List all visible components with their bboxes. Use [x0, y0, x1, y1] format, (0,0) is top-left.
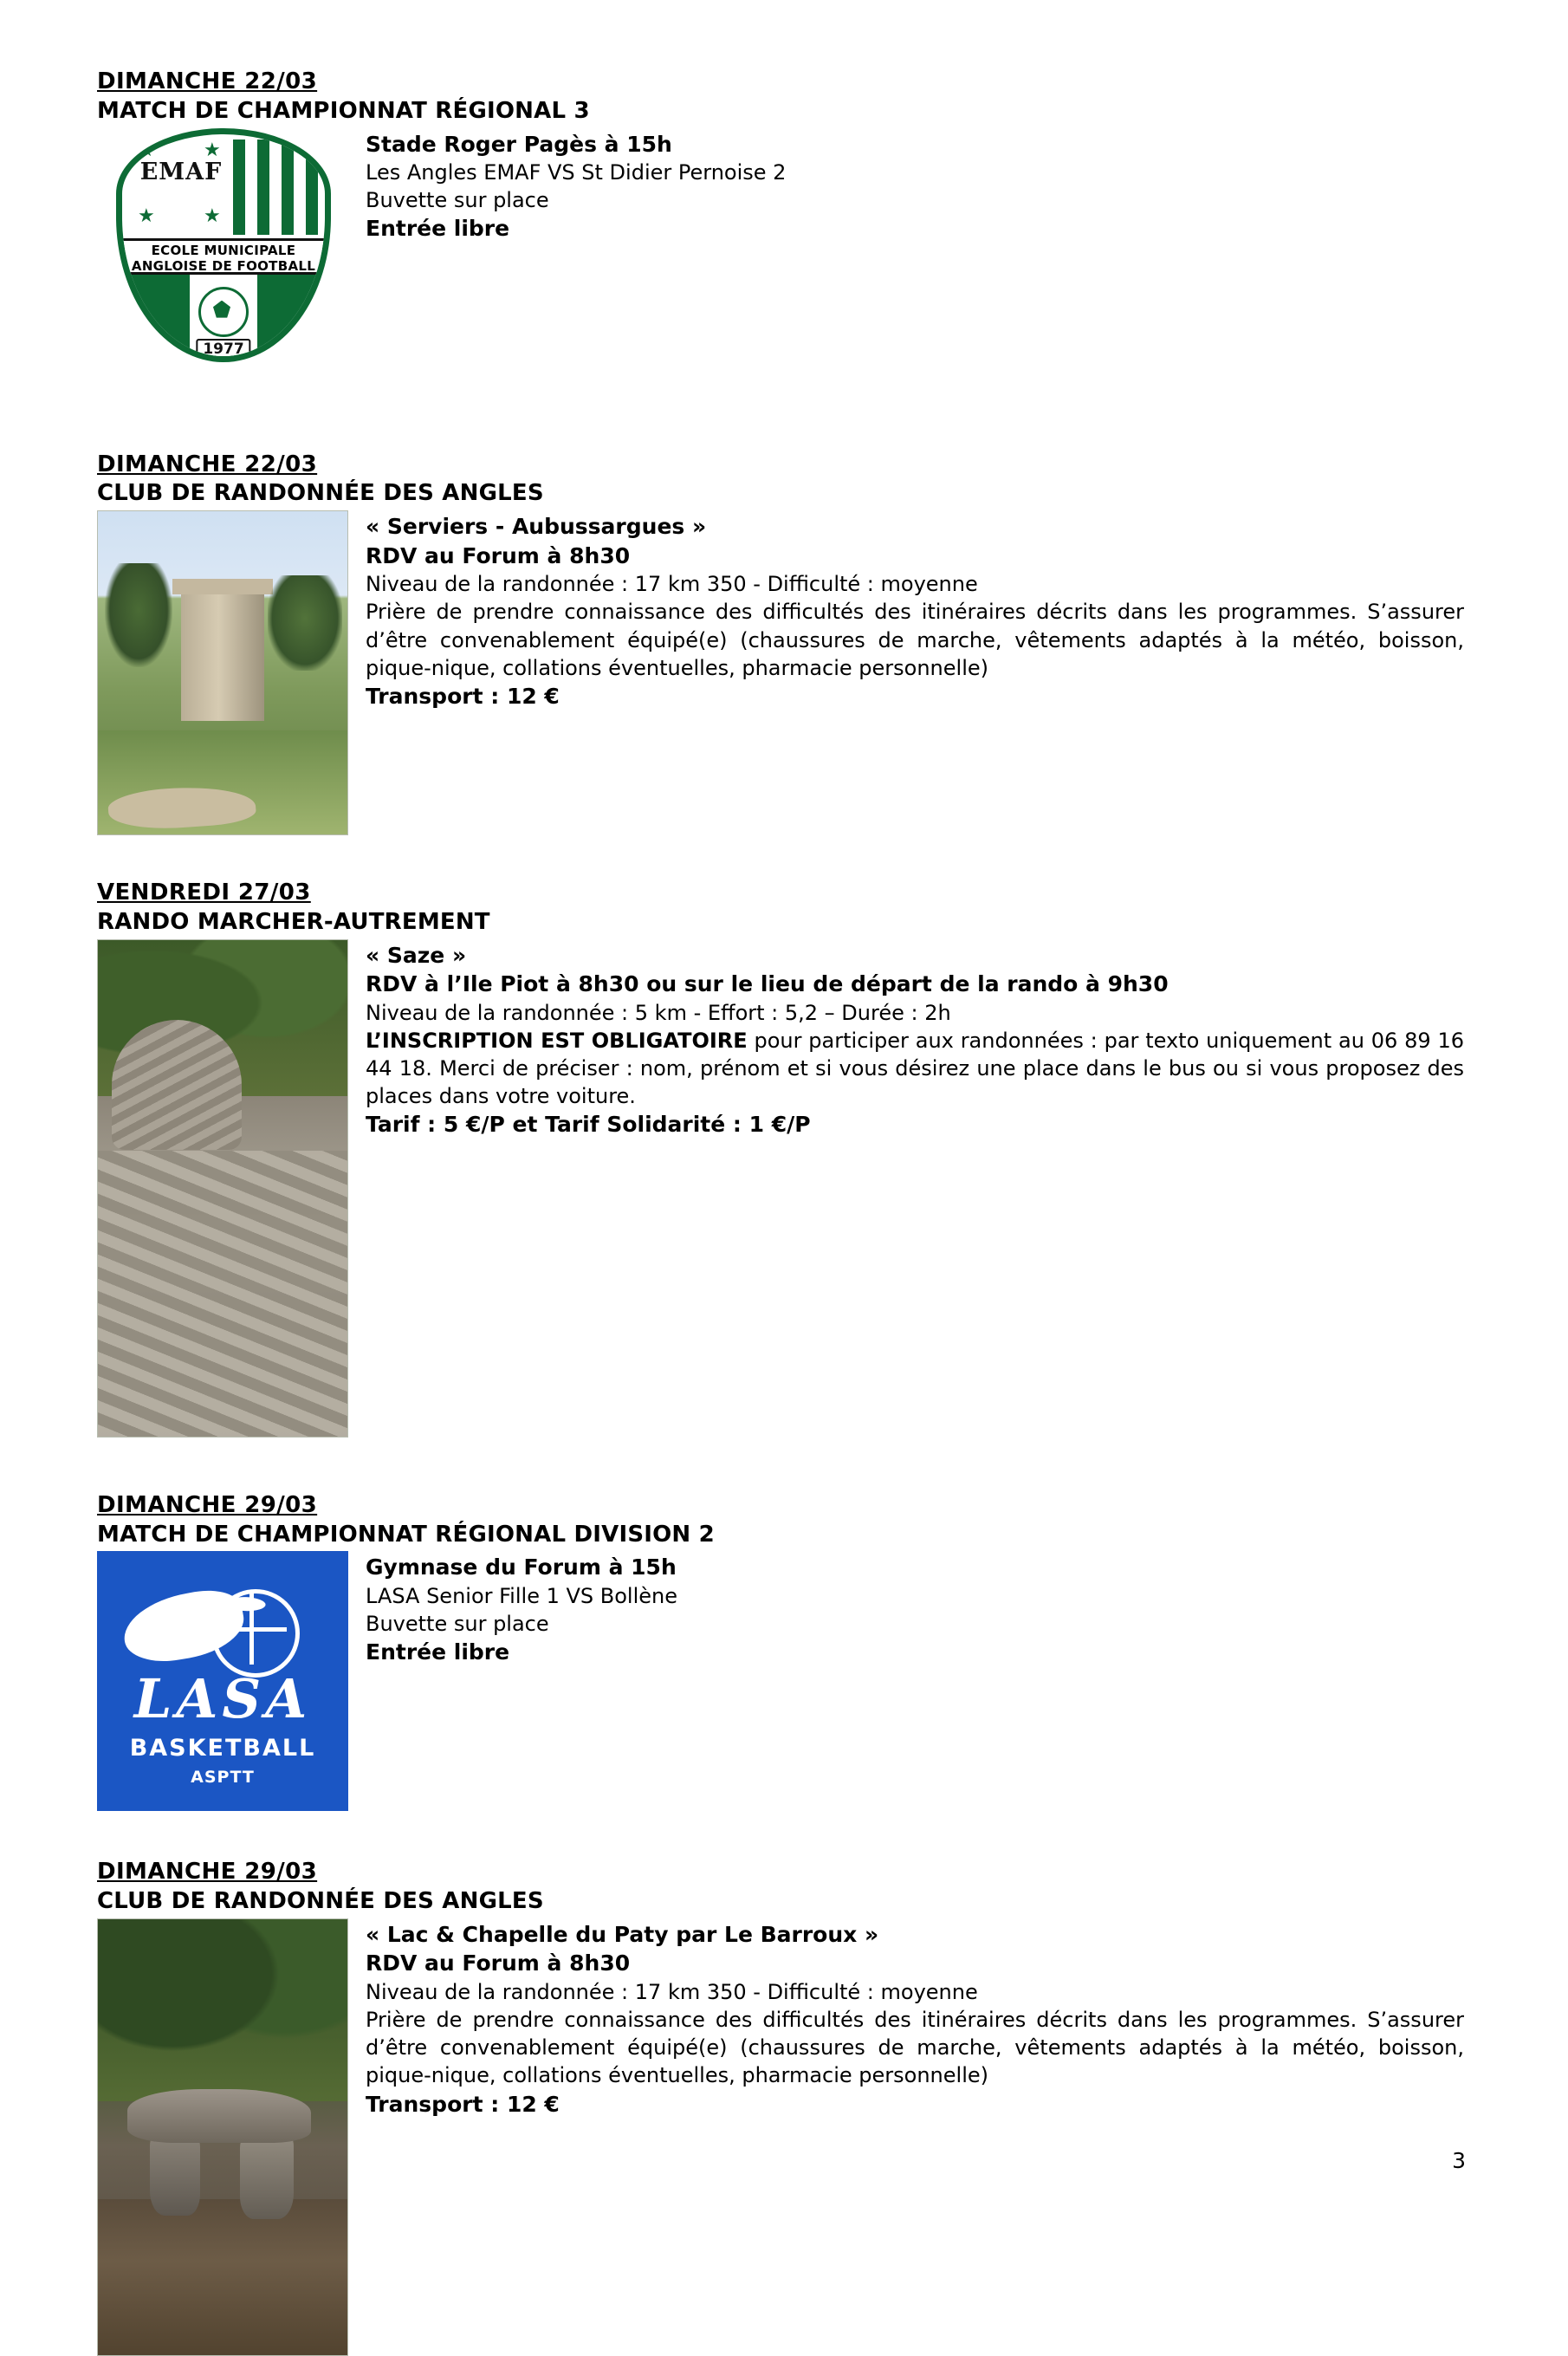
hike-advice: Prière de prendre connaissance des difficultés des itinéraires décrits dans les programmes. S’assurer d’être convenablement équipé(e) (chaussures de marche, vêtements adaptés à la météo, boisson, pique-nique, collations éventuelles, pharmacie personnelle) — [366, 2008, 1464, 2088]
emaf-stripes — [233, 140, 320, 235]
event-block — [97, 451, 1464, 836]
event-venue: Stade Roger Pagès à 15h — [366, 131, 672, 157]
hike-photo-tower — [97, 510, 348, 835]
meeting-point: RDV à l’Ile Piot à 8h30 ou sur le lieu de départ de la rando à 9h30 — [366, 971, 1169, 997]
event-date: DIMANCHE 29/03 — [97, 1491, 318, 1518]
page-number: 3 — [1452, 2148, 1466, 2173]
event-price: Entrée libre — [366, 216, 510, 242]
event-title: MATCH DE CHAMPIONNAT RÉGIONAL 3 — [97, 97, 590, 124]
event-price: Entrée libre — [366, 1639, 510, 1665]
hike-name: « Serviers - Aubussargues » — [366, 514, 707, 540]
hike-photo-dolmen — [97, 1918, 348, 2356]
registration-info — [366, 1027, 1464, 1110]
emaf-club-logo — [97, 128, 348, 388]
event-note: Buvette sur place — [366, 1612, 549, 1637]
event-date: DIMANCHE 29/03 — [97, 1859, 318, 1885]
emaf-band-line2: ANGLOISE DE FOOTBALL — [131, 258, 316, 275]
emaf-band-line1: ECOLE MUNICIPALE — [151, 242, 296, 258]
hike-level: Niveau de la randonnée : 17 km 350 - Difficulté : moyenne — [366, 1979, 978, 2004]
event-details — [366, 128, 1464, 243]
emaf-lower-panel — [122, 275, 325, 362]
lasa-club-logo — [97, 1551, 348, 1811]
event-block — [97, 1858, 1464, 2356]
event-block — [97, 68, 1464, 388]
meeting-point: RDV au Forum à 8h30 — [366, 1950, 631, 1976]
transport-price: Transport : 12 € — [366, 2091, 560, 2117]
event-block — [97, 879, 1464, 1438]
event-details — [366, 1551, 1464, 1666]
event-teams: LASA Senior Fille 1 VS Bollène — [366, 1583, 677, 1608]
event-date: DIMANCHE 22/03 — [97, 451, 318, 477]
event-title: CLUB DE RANDONNÉE DES ANGLES — [97, 1888, 544, 1915]
star-icon: ★ — [204, 139, 221, 161]
emaf-name-band — [122, 238, 325, 275]
event-media — [97, 128, 348, 388]
hike-level: Niveau de la randonnée : 17 km 350 - Difficulté : moyenne — [366, 572, 978, 597]
registration-lead: L’INSCRIPTION EST OBLIGATOIRE — [366, 1028, 748, 1053]
hike-photo-stones — [97, 939, 348, 1438]
hike-advice: Prière de prendre connaissance des difficultés des itinéraires décrits dans les programmes. S’assurer d’être convenablement équipé(e) (chaussures de marche, vêtements adaptés à la météo, boisson, pique-nique, collations éventuelles, pharmacie personnelle) — [366, 600, 1464, 680]
meeting-point: RDV au Forum à 8h30 — [366, 542, 631, 568]
star-icon: ★ — [138, 204, 155, 227]
lasa-asptt-label: ASPTT — [191, 1768, 255, 1788]
lasa-sport-label: BASKETBALL — [129, 1735, 316, 1762]
hike-name: « Lac & Chapelle du Paty par Le Barroux » — [366, 1921, 879, 1947]
emaf-year: 1977 — [196, 339, 250, 360]
event-media — [97, 1918, 348, 2356]
star-icon: ★ — [138, 139, 155, 161]
event-details — [366, 939, 1464, 1139]
registration-text: pour participer aux randonnées : par texto uniquement au 06 89 16 44 18. Merci de préciser : nom, prénom et si vous désirez une place dans le bus ou si vous proposez des places dans votre voiture. — [366, 1028, 1464, 1109]
event-media — [97, 510, 348, 835]
event-note: Buvette sur place — [366, 188, 549, 213]
transport-price: Transport : 12 € — [366, 683, 560, 709]
lasa-year: 1955 — [147, 1645, 184, 1661]
event-media — [97, 1551, 348, 1811]
tariff: Tarif : 5 €/P et Tarif Solidarité : 1 €/P — [366, 1112, 811, 1138]
lasa-wordmark: LASA — [133, 1667, 312, 1731]
event-media — [97, 939, 348, 1438]
hike-name: « Saze » — [366, 942, 467, 968]
event-title: RANDO MARCHER-AUTREMENT — [97, 908, 490, 935]
event-teams: Les Angles EMAF VS St Didier Pernoise 2 — [366, 160, 787, 185]
hike-level: Niveau de la randonnée : 5 km - Effort : 5,2 – Durée : 2h — [366, 1000, 951, 1025]
event-date: DIMANCHE 22/03 — [97, 68, 318, 94]
event-venue: Gymnase du Forum à 15h — [366, 1554, 677, 1580]
football-icon — [198, 287, 249, 337]
event-title: CLUB DE RANDONNÉE DES ANGLES — [97, 480, 544, 507]
star-icon: ★ — [204, 204, 221, 227]
event-title: MATCH DE CHAMPIONNAT RÉGIONAL DIVISION 2 — [97, 1521, 715, 1548]
emaf-logo-text: EMAF — [139, 158, 223, 185]
event-details — [366, 510, 1464, 711]
event-block — [97, 1491, 1464, 1812]
event-date: VENDREDI 27/03 — [97, 879, 311, 906]
event-details — [366, 1918, 1464, 2119]
